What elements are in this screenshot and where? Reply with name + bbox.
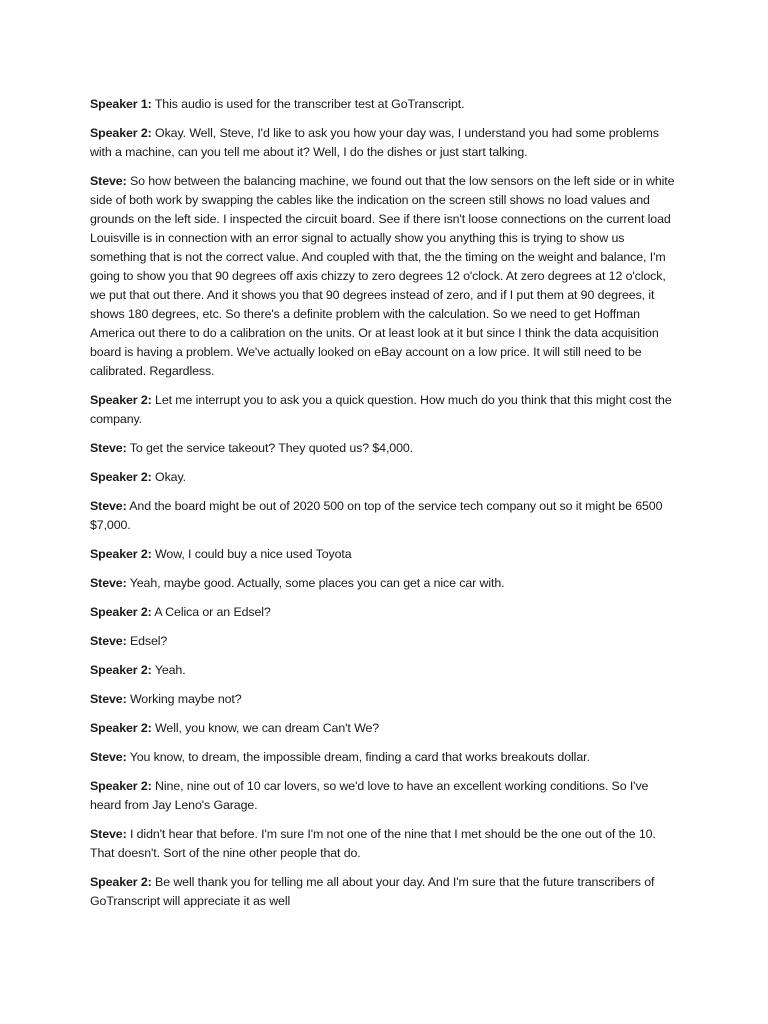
transcript-paragraph [90, 574, 676, 593]
speaker-label: Speaker 2: [90, 547, 152, 561]
transcript-paragraph [90, 873, 676, 911]
utterance-text: A Celica or an Edsel? [154, 605, 271, 619]
transcript-paragraph [90, 777, 676, 815]
utterance-text: Edsel? [129, 634, 168, 648]
transcript-paragraph [90, 497, 676, 535]
speaker-label: Speaker 2: [90, 393, 152, 407]
utterance-text: Okay. [155, 470, 186, 484]
utterance-text: Working maybe not? [129, 692, 242, 706]
utterance-text: Be well thank you for telling me all about your day. And I'm sure that the future transcribers of GoTranscript will appreciate it as well [90, 875, 655, 908]
transcript-paragraph [90, 391, 676, 429]
utterance-text: Yeah, maybe good. Actually, some places you can get a nice car with. [129, 576, 505, 590]
speaker-label: Speaker 2: [90, 126, 152, 140]
transcript-paragraph [90, 719, 676, 738]
transcript-paragraph [90, 468, 676, 487]
speaker-label: Steve: [90, 692, 127, 706]
speaker-label: Steve: [90, 750, 127, 764]
speaker-label: Speaker 2: [90, 721, 152, 735]
transcript-paragraph [90, 439, 676, 458]
utterance-text: Okay. Well, Steve, I'd like to ask you how your day was, I understand you had some problems with a machine, can you tell me about it? Well, I do the dishes or just start talking. [90, 126, 659, 159]
transcript-paragraph [90, 825, 676, 863]
utterance-text: Let me interrupt you to ask you a quick question. How much do you think that this might cost the company. [90, 393, 672, 426]
transcript-paragraph [90, 748, 676, 767]
transcript-paragraph [90, 632, 676, 651]
transcript-paragraph [90, 124, 676, 162]
speaker-label: Steve: [90, 827, 127, 841]
speaker-label: Speaker 2: [90, 605, 152, 619]
utterance-text: To get the service takeout? They quoted us? $4,000. [129, 441, 414, 455]
utterance-text: Yeah. [154, 663, 186, 677]
speaker-label: Steve: [90, 174, 127, 188]
transcript-paragraph [90, 661, 676, 680]
utterance-text: I didn't hear that before. I'm sure I'm not one of the nine that I met should be the one out of the 10. That doesn't. Sort of the nine other people that do. [90, 827, 656, 860]
speaker-label: Steve: [90, 441, 127, 455]
speaker-label: Steve: [90, 634, 127, 648]
utterance-text: You know, to dream, the impossible dream, finding a card that works breakouts dollar. [129, 750, 590, 764]
utterance-text: So how between the balancing machine, we found out that the low sensors on the left side or in white side of both work by swapping the cables like the indication on the screen still shows no load values and grounds on the left side. I inspected the circuit board. See if there isn't loose connections on the current load Louisville is in connection with an error signal to actually show you anything this is trying to show us something that is not the correct value. And coupled with that, the the timing on the weight and balance, I'm going to show you that 90 degrees off axis chizzy to zero degrees 12 o'clock. At zero degrees at 12 o'clock, we put that out there. And it shows you that 90 degrees instead of zero, and if I put them at 90 degrees, it shows 180 degrees, etc. So there's a definite problem with the calculation. So we need to get Hoffman America out there to do a calibration on the units. Or at least look at it but since I think the data acquisition board is having a problem. We've actually looked on eBay account on a low price. It will still need to be calibrated. Regardless. [90, 174, 675, 378]
utterance-text: This audio is used for the transcriber test at GoTranscript. [154, 97, 465, 111]
speaker-label: Speaker 1: [90, 97, 152, 111]
utterance-text: And the board might be out of 2020 500 on top of the service tech company out so it might be 6500 $7,000. [90, 499, 663, 532]
utterance-text: Well, you know, we can dream Can't We? [155, 721, 380, 735]
speaker-label: Speaker 2: [90, 875, 152, 889]
transcript-paragraph [90, 95, 676, 114]
speaker-label: Speaker 2: [90, 663, 152, 677]
transcript-paragraph [90, 172, 676, 381]
speaker-label: Speaker 2: [90, 470, 152, 484]
transcript-paragraph [90, 603, 676, 622]
utterance-text: Wow, I could buy a nice used Toyota [155, 547, 352, 561]
utterance-text: Nine, nine out of 10 car lovers, so we'd love to have an excellent working conditions. So I've heard from Jay Leno's Garage. [90, 779, 649, 812]
transcript-paragraph [90, 545, 676, 564]
speaker-label: Steve: [90, 576, 127, 590]
transcript-paragraph [90, 690, 676, 709]
speaker-label: Steve: [90, 499, 127, 513]
speaker-label: Speaker 2: [90, 779, 152, 793]
